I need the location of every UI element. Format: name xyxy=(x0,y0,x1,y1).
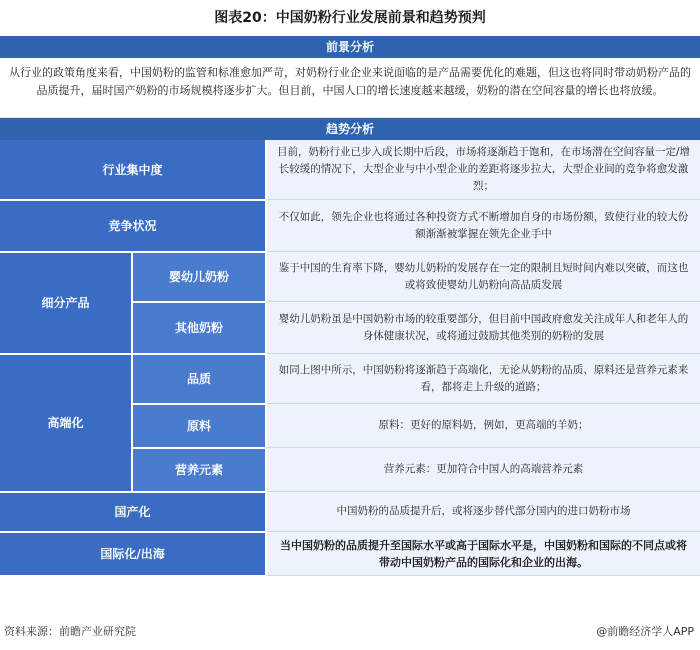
sub-text-quality: 如同上图中所示，中国奶粉将逐渐趋于高端化，无论从奶粉的品质、原料还是营养元素来看，都将走上升级的道路； xyxy=(266,354,700,404)
sub-text-infant: 鉴于中国的生育率下降，婴幼儿奶粉的发展存在一定的限制且短时间内难以突破，而这也或将致使婴幼儿奶粉向高品质发展 xyxy=(266,252,700,302)
analysis-table xyxy=(0,36,700,577)
brand-credit: @前瞻经济学人APP xyxy=(596,625,694,638)
row-label-premium: 高端化 xyxy=(0,354,132,492)
row-label-segments: 细分产品 xyxy=(0,252,132,354)
sub-text-material: 原料：更好的原料奶，例如，更高端的羊奶； xyxy=(266,404,700,448)
trend-table xyxy=(0,140,700,577)
row-text-concentration: 目前，奶粉行业已步入成长期中后段，市场将逐渐趋于饱和，在市场潜在空间容量一定/增长较缓的情况下，大型企业与中小型企业的差距将逐步拉大，大型企业间的竞争将愈发激烈； xyxy=(266,140,700,200)
trend-header: 趋势分析 xyxy=(0,118,700,140)
page-title: 图表20：中国奶粉行业发展前景和趋势预判 xyxy=(214,10,486,26)
table-row xyxy=(0,354,700,404)
row-text-international: 当中国奶粉的品质提升至国际水平或高于国际水平是，中国奶粉和国际的不同点或将带动中国奶粉产品的国际化和企业的出海。 xyxy=(266,532,700,576)
footer xyxy=(0,620,700,644)
table-row xyxy=(0,492,700,532)
row-label-domestic: 国产化 xyxy=(0,492,266,532)
table-row xyxy=(0,252,700,302)
sub-label-infant: 婴幼儿奶粉 xyxy=(132,252,266,302)
row-label-international: 国际化/出海 xyxy=(0,532,266,576)
row-text-competition: 不仅如此，领先企业也将通过各种投资方式不断增加自身的市场份额，致使行业的较大份额渐渐被掌握在领先企业手中 xyxy=(266,200,700,252)
row-label-concentration: 行业集中度 xyxy=(0,140,266,200)
sub-text-other: 婴幼儿奶粉虽是中国奶粉市场的较重要部分，但目前中国政府愈发关注成年人和老年人的身体健康状况，或将通过鼓励其他类别的奶粉的发展 xyxy=(266,302,700,354)
table-row xyxy=(0,140,700,200)
table-row xyxy=(0,532,700,576)
row-text-domestic: 中国奶粉的品质提升后，或将逐步替代部分国内的进口奶粉市场 xyxy=(266,492,700,532)
sub-label-quality: 品质 xyxy=(132,354,266,404)
prospect-header: 前景分析 xyxy=(0,36,700,58)
table-row xyxy=(0,200,700,252)
source-note: 资料来源：前瞻产业研究院 xyxy=(4,625,136,638)
sub-label-nutrition: 营养元素 xyxy=(132,448,266,492)
row-label-competition: 竞争状况 xyxy=(0,200,266,252)
sub-label-other: 其他奶粉 xyxy=(132,302,266,354)
sub-label-material: 原料 xyxy=(132,404,266,448)
prospect-text: 从行业的政策角度来看，中国奶粉的监管和标准愈加严苛，对奶粉行业企业来说面临的是产品需要优化的难题，但这也将同时带动奶粉产品的品质提升，届时国产奶粉的市场规模将逐步扩大。但目前，中国人口的增长速度越来越缓，奶粉的潜在空间容量的增长也将放缓。 xyxy=(0,58,700,118)
sub-text-nutrition: 营养元素：更加符合中国人的高端营养元素 xyxy=(266,448,700,492)
